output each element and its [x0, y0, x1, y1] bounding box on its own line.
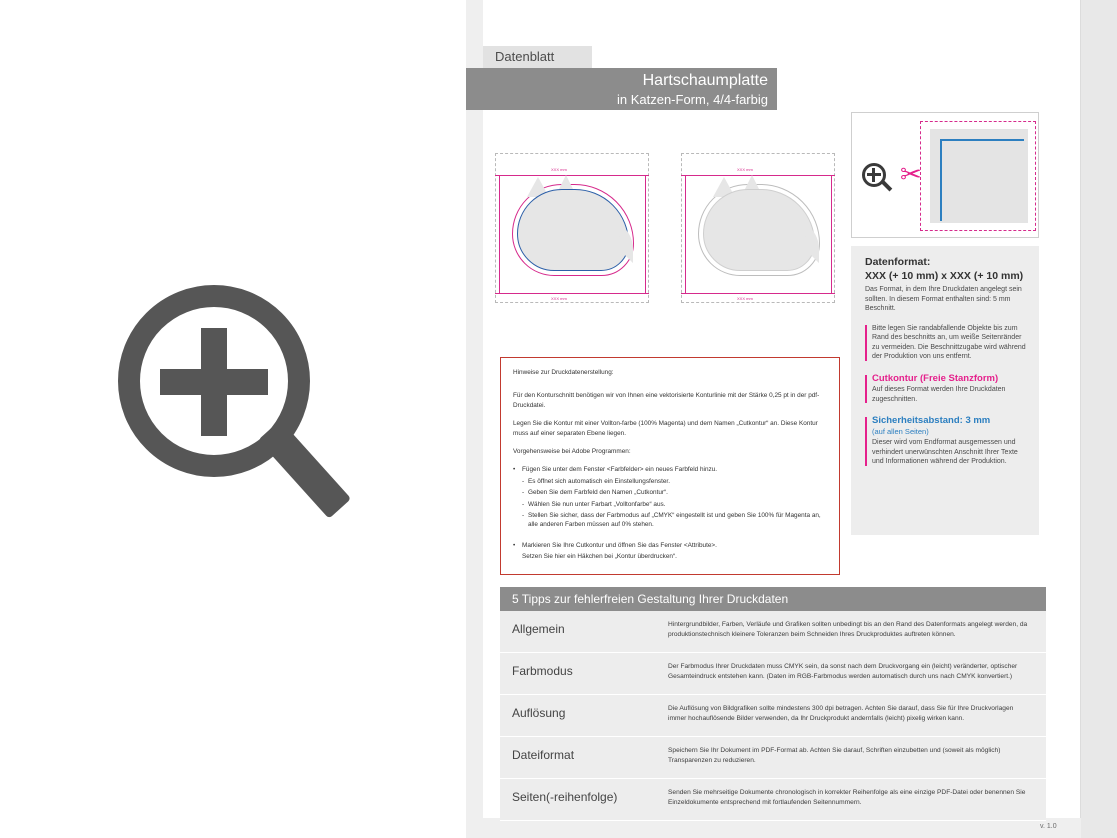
page-title: Hartschaumplatte	[642, 72, 768, 89]
cutkontur-text: Auf dieses Format werden Ihre Druckdaten zugeschnitten.	[872, 386, 1006, 403]
magnifier-plus-icon	[118, 285, 338, 555]
tips-text: Hintergrundbilder, Farben, Verläufe und Grafiken sollten unbedingt bis an den Rand des Datenformats angelegt werden, da produktionstechnisch kleinere Toleranzen beim Schneiden Ihres Druckproduktes auftreten können.	[660, 611, 1046, 652]
tips-text: Der Farbmodus Ihrer Druckdaten muss CMYK sein, da sonst nach dem Druckvorgang ein (leicht) veränderter, optischer Gesamteindruck entstehen kann. (Daten im RGB-Farbmodus werden automatisch durch uns nach CMYK konvertiert.)	[660, 653, 1046, 694]
cutcontour-preview	[851, 112, 1039, 238]
tips-text: Die Auflösung von Bildgrafiken sollte mindestens 300 dpi betragen. Achten Sie darauf, dass Sie für Ihre Druckvorlagen immer hochauflösende Bilder verwenden, da Ihr Druckprodukt andernfalls (leicht) pixelig wirken kann.	[660, 695, 1046, 736]
cutkontur-block	[865, 374, 1027, 405]
dim-line	[831, 175, 832, 293]
datenblatt-tab: Datenblatt	[483, 46, 592, 68]
table-row	[500, 653, 1046, 695]
table-row	[500, 695, 1046, 737]
drawing-left	[489, 143, 655, 313]
tips-text: Senden Sie mehrseitige Dokumente chronologisch in korrekter Reihenfolge als eine einzige PDF-Datei oder benennen Sie Einzeldokumente entsprechend mit fortlaufenden Seitennummern.	[660, 779, 1046, 820]
table-row	[500, 737, 1046, 779]
hinweise-step-1-c: - Wählen Sie nun unter Farbart „Volltonfarbe“ aus.	[522, 500, 827, 509]
hinweise-step-2-b: Setzen Sie hier ein Häkchen bei „Kontur überdrucken“.	[522, 553, 677, 561]
tips-text: Speichern Sie Ihr Dokument im PDF-Format ab. Achten Sie darauf, Schriften einzubetten und (soweit als möglich) Transparenzen zu reduzieren.	[660, 737, 1046, 778]
cutkontur-heading: Cutkontur (Freie Stanzform)	[872, 372, 999, 384]
info-panel	[851, 246, 1039, 535]
cat-shape-left	[507, 171, 637, 285]
magnifier-handle	[258, 420, 351, 519]
magnifier-plus-vertical	[872, 168, 875, 182]
tips-table	[500, 587, 1046, 821]
hinweise-step-1: • Fügen Sie unter dem Fenster <Farbfelder> ein neues Farbfeld hinzu.	[522, 465, 827, 474]
tips-label: Seiten(-reihenfolge)	[500, 779, 660, 820]
dim-line	[685, 175, 686, 293]
page-right-margin	[1081, 0, 1117, 838]
tips-label: Allgemein	[500, 611, 660, 652]
dimension-label: XXX mm	[551, 296, 567, 301]
bleed-note: Bitte legen Sie randabfallende Objekte bis zum Rand des beschnitts an, um weiße Seitenränder zu vermeiden. Die Beschnittzugabe wird während der Produktion von uns entfernt.	[865, 324, 1027, 362]
datenformat-text: Das Format, in dem Ihre Druckdaten angelegt sein sollten. In diesem Format enthalten sind: 5 mm Beschnitt.	[865, 286, 1022, 312]
hinweise-step-1-d: - Stellen Sie sicher, dass der Farbmodus auf „CMYK“ eingestellt ist und geben Sie 100% für Magenta an, alle anderen Farben müssen auf 0% stehen.	[522, 511, 827, 530]
dim-line	[645, 175, 646, 293]
datenformat-heading: Datenformat:	[865, 256, 931, 268]
preview-safety-line	[940, 139, 1024, 221]
page-left-margin	[466, 0, 483, 838]
page-bottom-margin	[466, 818, 1081, 838]
scissors-icon: ✂	[900, 159, 922, 189]
hinweise-title: Hinweise zur Druckdatenerstellung:	[513, 369, 614, 376]
dim-line	[495, 293, 649, 294]
page-subtitle: in Katzen-Form, 4/4-farbig	[616, 92, 768, 107]
hinweise-box	[500, 357, 840, 575]
tips-label: Auflösung	[500, 695, 660, 736]
dim-line	[681, 293, 835, 294]
sicherheitsabstand-sub: (auf allen Seiten)	[872, 426, 929, 436]
hinweise-p3: Vorgehensweise bei Adobe Programmen:	[513, 448, 631, 456]
dimension-label: XXX mm	[737, 167, 753, 172]
technical-drawing-area	[489, 143, 841, 313]
drawing-right	[675, 143, 841, 313]
magnifier-plus-icon	[862, 163, 892, 193]
table-row	[500, 779, 1046, 821]
cat-shape-right	[693, 171, 823, 285]
hinweise-steps	[513, 465, 827, 529]
title-bar	[466, 68, 777, 110]
tips-label: Farbmodus	[500, 653, 660, 694]
hinweise-p1: Für den Konturschnitt benötigen wir von Ihnen eine vektorisierte Konturlinie mit der Stärke 0,25 pt in der pdf-Druckdatei.	[513, 392, 820, 409]
dimension-label: XXX mm	[737, 296, 753, 301]
datenformat-value: XXX (+ 10 mm) x XXX (+ 10 mm)	[865, 270, 1024, 282]
tips-heading: 5 Tipps zur fehlerfreien Gestaltung Ihrer Druckdaten	[500, 587, 1046, 611]
magnifier-handle	[881, 180, 892, 191]
sicherheitsabstand-block	[865, 416, 1027, 467]
dim-line	[499, 175, 500, 293]
table-row	[500, 611, 1046, 653]
sicherheitsabstand-heading: Sicherheitsabstand: 3 mm	[872, 415, 991, 426]
hinweise-step-1-a: - Es öffnet sich automatisch ein Einstellungsfenster.	[522, 477, 827, 486]
sicherheitsabstand-text: Dieser wird vom Endformat ausgemessen und verhindert unerwünschten Anschnitt Ihrer Texte und Informationen während der Produktion.	[872, 439, 1018, 465]
hinweise-step-2: • Markieren Sie Ihre Cutkontur und öffnen Sie das Fenster <Attribute>.	[522, 541, 827, 550]
hinweise-steps-2	[513, 541, 827, 562]
dimension-label: XXX mm	[551, 167, 567, 172]
hinweise-p2: Legen Sie die Kontur mit einer Vollton-farbe (100% Magenta) und dem Namen „Cutkontur“ an. Diese Kontur muss auf einer separaten Ebene liegen.	[513, 420, 818, 437]
hinweise-step-1-b: - Geben Sie dem Farbfeld den Namen „Cutkontur“.	[522, 488, 827, 497]
tips-label: Dateiformat	[500, 737, 660, 778]
version-label: v. 1.0	[1040, 823, 1057, 830]
magnifier-plus-vertical	[201, 328, 227, 436]
